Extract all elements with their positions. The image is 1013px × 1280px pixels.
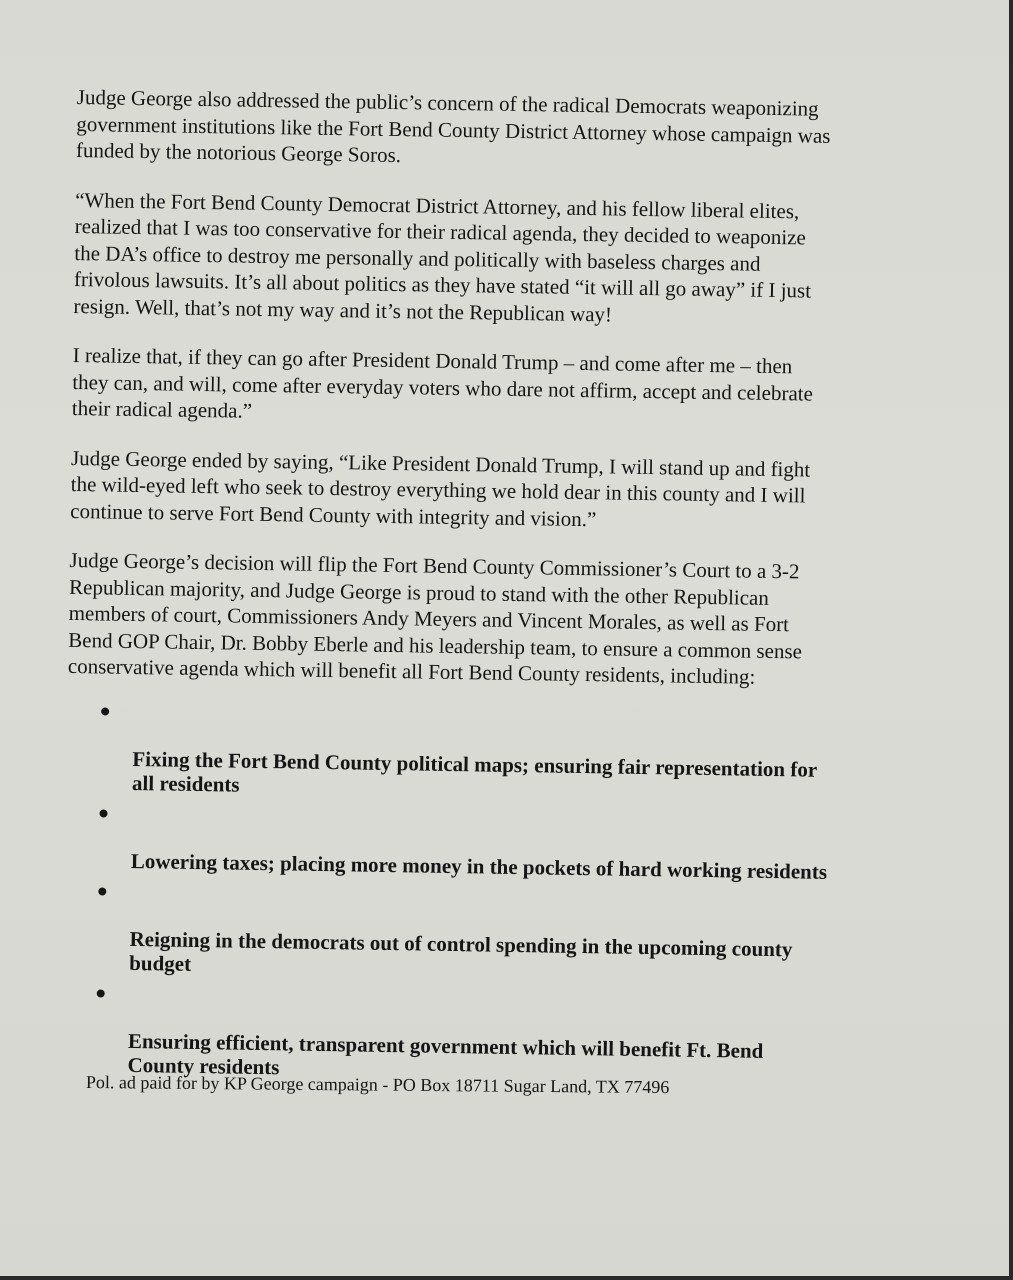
bullet-icon: [101, 707, 109, 715]
paragraph-quote-district-attorney: “When the Fort Bend County Democrat District Attorney, and his fellow liberal elites, realized that I was too conservative for their radical agenda, they decided to weaponize the DA’s office to destroy me personally and politically with baseless charges and frivolous lawsuits. It’s all about politics as they have stated “it will all go away” if I just resign. Well, that’s not my way and it’s not the Republican way!: [73, 187, 812, 326]
paragraph-quote-trump: I realize that, if they can go after President Donald Trump – and come after me – then they can, and will, come after everyday voters who dare not affirm, accept and celebrate their radical agenda.”: [71, 342, 814, 423]
bullet-icon: [98, 887, 106, 895]
bullet-icon: [99, 809, 107, 817]
agenda-item-text: Ensuring efficient, transparent government which will benefit Ft. Bend County residents: [127, 1028, 764, 1079]
agenda-item-text: Lowering taxes; placing more money in the pockets of hard working residents: [130, 848, 828, 884]
agenda-item-taxes: [99, 800, 918, 885]
paragraph-weaponizing-concern: Judge George also addressed the public’s concern of the radical Democrats weaponizing government institutions like the Fort Bend County District Attorney whose campaign was funded by the notorious George Soros.: [75, 84, 831, 168]
document-body: [61, 84, 929, 1095]
agenda-list: [61, 697, 919, 1088]
paragraph-court-majority: Judge George’s decision will flip the Fort Bend County Commissioner’s Court to a 3-2 Republican majority, and Judge George is proud to stand with the other Republican members of court, Commissioners Andy Meyers and Vincent Morales, as well as Fort Bend GOP Chair, Dr. Bobby Eberle and his leadership team, to ensure a common sense conservative agenda which will benefit all Fort Bend County residents, including:: [67, 547, 803, 689]
agenda-item-text: Reigning in the democrats out of control spending in the upcoming county budget: [129, 926, 793, 976]
agenda-item-text: Fixing the Fort Bend County political maps; ensuring fair representation for all residents: [131, 746, 818, 797]
paragraph-closing-quote: Judge George ended by saying, “Like President Donald Trump, I will stand up and fight the wild-eyed left who seek to destroy everything we hold dear in this county and I will continue to serve Fort Bend County with integrity and vision.”: [70, 445, 811, 531]
agenda-item-maps: [100, 698, 919, 807]
political-ad-disclaimer: Pol. ad paid for by KP George campaign - PO Box 18711 Sugar Land, TX 77496: [85, 1072, 670, 1098]
agenda-item-spending: [97, 878, 916, 987]
bullet-icon: [97, 989, 105, 997]
